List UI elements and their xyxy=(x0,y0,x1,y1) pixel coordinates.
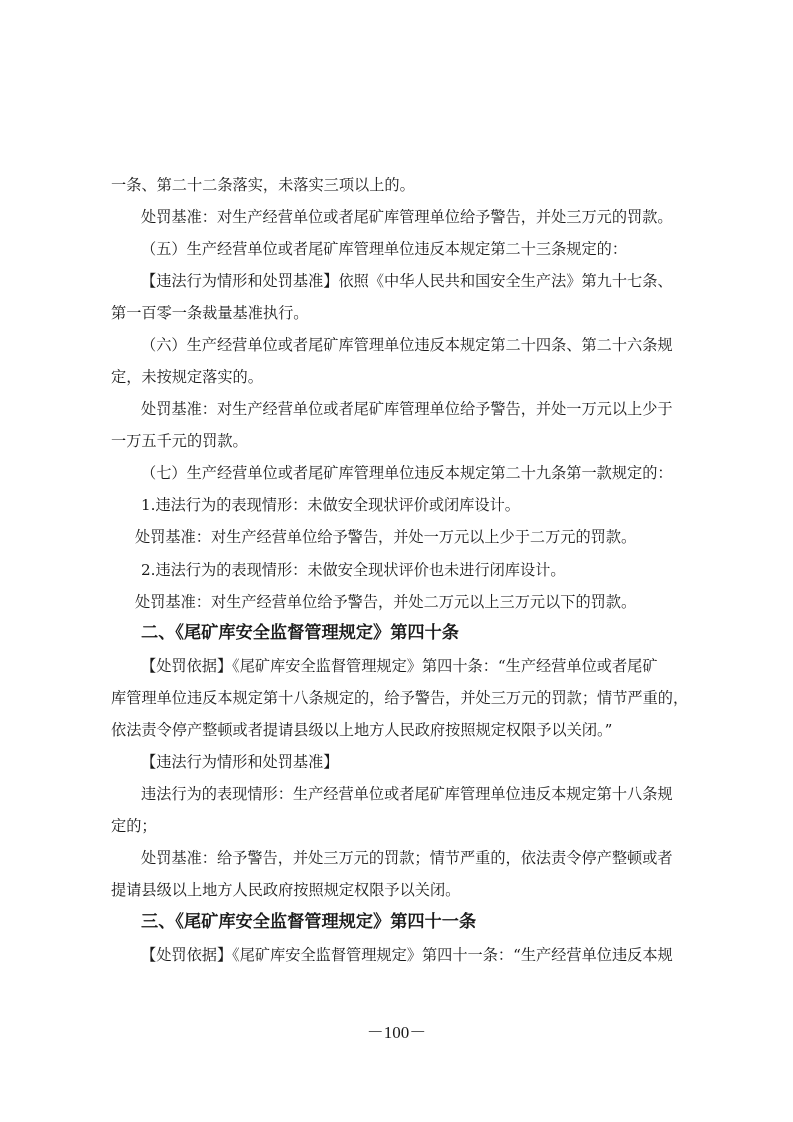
paragraph-line: 处罚基准：对生产经营单位给予警告，并处二万元以上三万元以下的罚款。 xyxy=(135,593,637,611)
paragraph-line: （五）生产经营单位或者尾矿库管理单位违反本规定第二十三条规定的： xyxy=(141,240,627,258)
paragraph-line: 库管理单位违反本规定第十八条规定的，给予警告，并处三万元的罚款；情节严重的， xyxy=(111,689,689,707)
paragraph-line: 违法行为的表现情形：生产经营单位或者尾矿库管理单位违反本规定第十八条规 xyxy=(141,785,673,803)
paragraph-line: 2.违法行为的表现情形：未做安全现状评价也未进行闭库设计。 xyxy=(141,561,566,579)
paragraph-line: 依法责令停产整顿或者提请县级以上地方人民政府按照规定权限予以关闭。” xyxy=(111,721,613,739)
paragraph-line: 处罚基准：对生产经营单位或者尾矿库管理单位给予警告，并处一万元以上少于 xyxy=(141,400,673,418)
page-number: －100－ xyxy=(366,1023,427,1042)
paragraph-line: 一条、第二十二条落实，未落实三项以上的。 xyxy=(111,176,415,194)
paragraph-line: （七）生产经营单位或者尾矿库管理单位违反本规定第二十九条第一款规定的： xyxy=(141,464,673,482)
section-heading: 二、《尾矿库安全监督管理规定》第四十条 xyxy=(141,623,459,643)
paragraph-line: （六）生产经营单位或者尾矿库管理单位违反本规定第二十四条、第二十六条规 xyxy=(141,336,673,354)
paragraph-line: 【处罚依据】《尾矿库安全监督管理规定》第四十一条：“生产经营单位违反本规 xyxy=(141,946,673,964)
paragraph-line: 【处罚依据】《尾矿库安全监督管理规定》第四十条：“生产经营单位或者尾矿 xyxy=(141,657,658,675)
paragraph-line: 处罚基准：对生产经营单位或者尾矿库管理单位给予警告，并处三万元的罚款。 xyxy=(141,208,673,226)
paragraph-line: 处罚基准：给予警告，并处三万元的罚款；情节严重的，依法责令停产整顿或者 xyxy=(141,849,673,867)
paragraph-line: 第一百零一条裁量基准执行。 xyxy=(111,304,309,322)
paragraph-line: 处罚基准：对生产经营单位给予警告，并处一万元以上少于二万元的罚款。 xyxy=(135,528,637,546)
paragraph-line: 定，未按规定落实的。 xyxy=(111,368,263,386)
paragraph-line: 【违法行为情形和处罚基准】 xyxy=(141,753,339,771)
paragraph-line: 提请县级以上地方人民政府按照规定权限予以关闭。 xyxy=(111,881,461,899)
paragraph-line: 一万五千元的罚款。 xyxy=(111,432,248,450)
paragraph-line: 定的； xyxy=(111,817,157,835)
paragraph-line: 1.违法行为的表现情形：未做安全现状评价或闭库设计。 xyxy=(141,496,520,514)
section-heading: 三、《尾矿库安全监督管理规定》第四十一条 xyxy=(141,912,477,932)
paragraph-line: 【违法行为情形和处罚基准】依照《中华人民共和国安全生产法》第九十七条、 xyxy=(141,272,673,290)
